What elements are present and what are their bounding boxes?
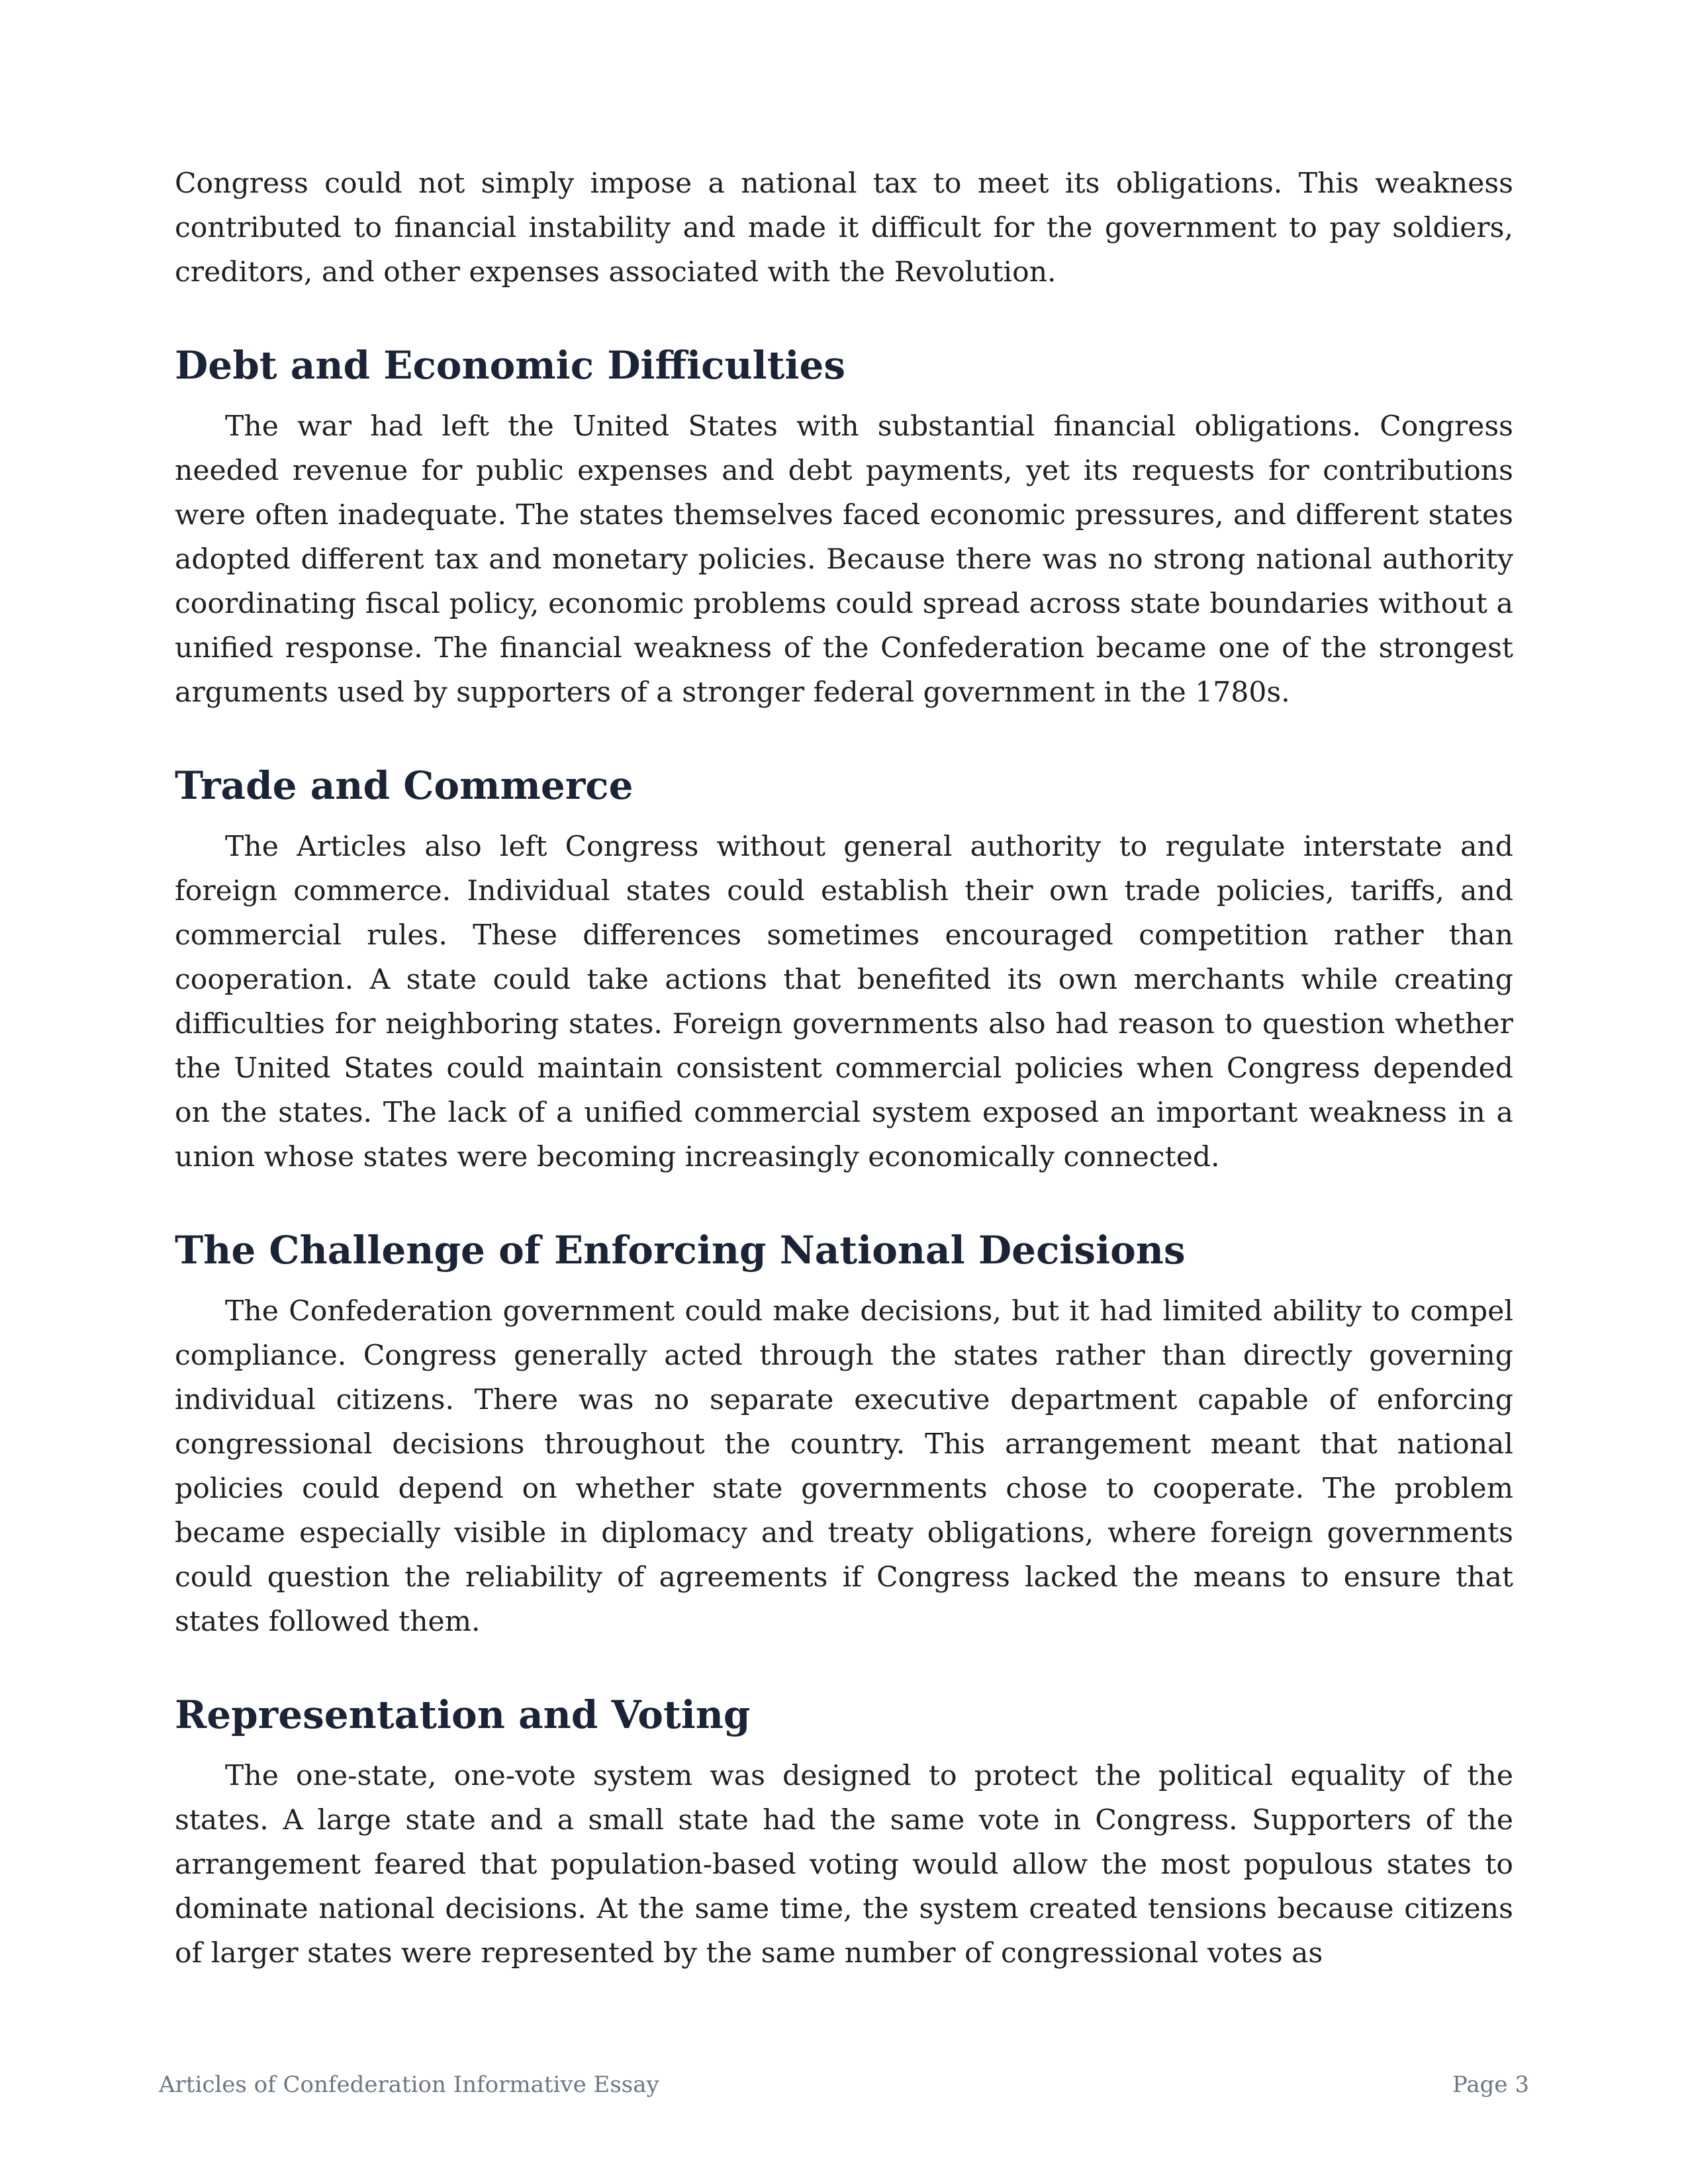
footer-document-title: Articles of Confederation Informative Essay	[159, 2071, 659, 2098]
heading-debt-and-economic-difficulties: Debt and Economic Difficulties	[175, 343, 846, 388]
paragraph-enforcing-national-decisions: The Confederation government could make decisions, but it had limited ability to compel compliance. Congress generally acted through the states rather than directly governing individual citizens. There was no separate executive department capable of enforcing congressional decisions throughout the country. This arrangement meant that national policies could depend on whether state governments chose to cooperate. The problem became especially visible in diplomacy and treaty obligations, where foreign governments could question the reliability of agreements if Congress lacked the means to ensure that states followed them.	[175, 1295, 1513, 1638]
footer-page-number: Page 3	[1452, 2071, 1529, 2098]
paragraph-debt-and-economic-difficulties: The war had left the United States with substantial financial obligations. Congress needed revenue for public expenses and debt payments, yet its requests for contributions were often inadequate. The states themselves faced economic pressures, and different states adopted different tax and monetary policies. Because there was no strong national authority coordinating fiscal policy, economic problems could spread across state boundaries without a unified response. The financial weakness of the Confederation became one of the strongest arguments used by supporters of a stronger federal government in the 1780s.	[175, 410, 1513, 709]
heading-enforcing-national-decisions: The Challenge of Enforcing National Decisions	[175, 1228, 1186, 1273]
paragraph-representation-and-voting: The one-state, one-vote system was designed to protect the political equality of the states. A large state and a small state had the same vote in Congress. Supporters of the arrangement feared that population-based voting would allow the most populous states to dominate national decisions. At the same time, the system created tensions because citizens of larger states were represented by the same number of congressional votes as	[175, 1760, 1513, 1970]
intro-paragraph: Congress could not simply impose a national tax to meet its obligations. This weakness contributed to financial instability and made it difficult for the government to pay soldiers, creditors, and other expenses associated with the Revolution.	[175, 167, 1513, 289]
heading-representation-and-voting: Representation and Voting	[175, 1692, 751, 1737]
heading-trade-and-commerce: Trade and Commerce	[175, 763, 633, 808]
paragraph-trade-and-commerce: The Articles also left Congress without general authority to regulate interstate and foreign commerce. Individual states could establish their own trade policies, tariffs, and commercial rules. These differences sometimes encouraged competition rather than cooperation. A state could take actions that benefited its own merchants while creating difficulties for neighboring states. Foreign governments also had reason to question whether the United States could maintain consistent commercial policies when Congress depended on the states. The lack of a unified commercial system exposed an important weakness in a union whose states were becoming increasingly economically connected.	[175, 831, 1513, 1173]
page-footer	[159, 2071, 1529, 2098]
document-page	[175, 161, 1513, 1976]
